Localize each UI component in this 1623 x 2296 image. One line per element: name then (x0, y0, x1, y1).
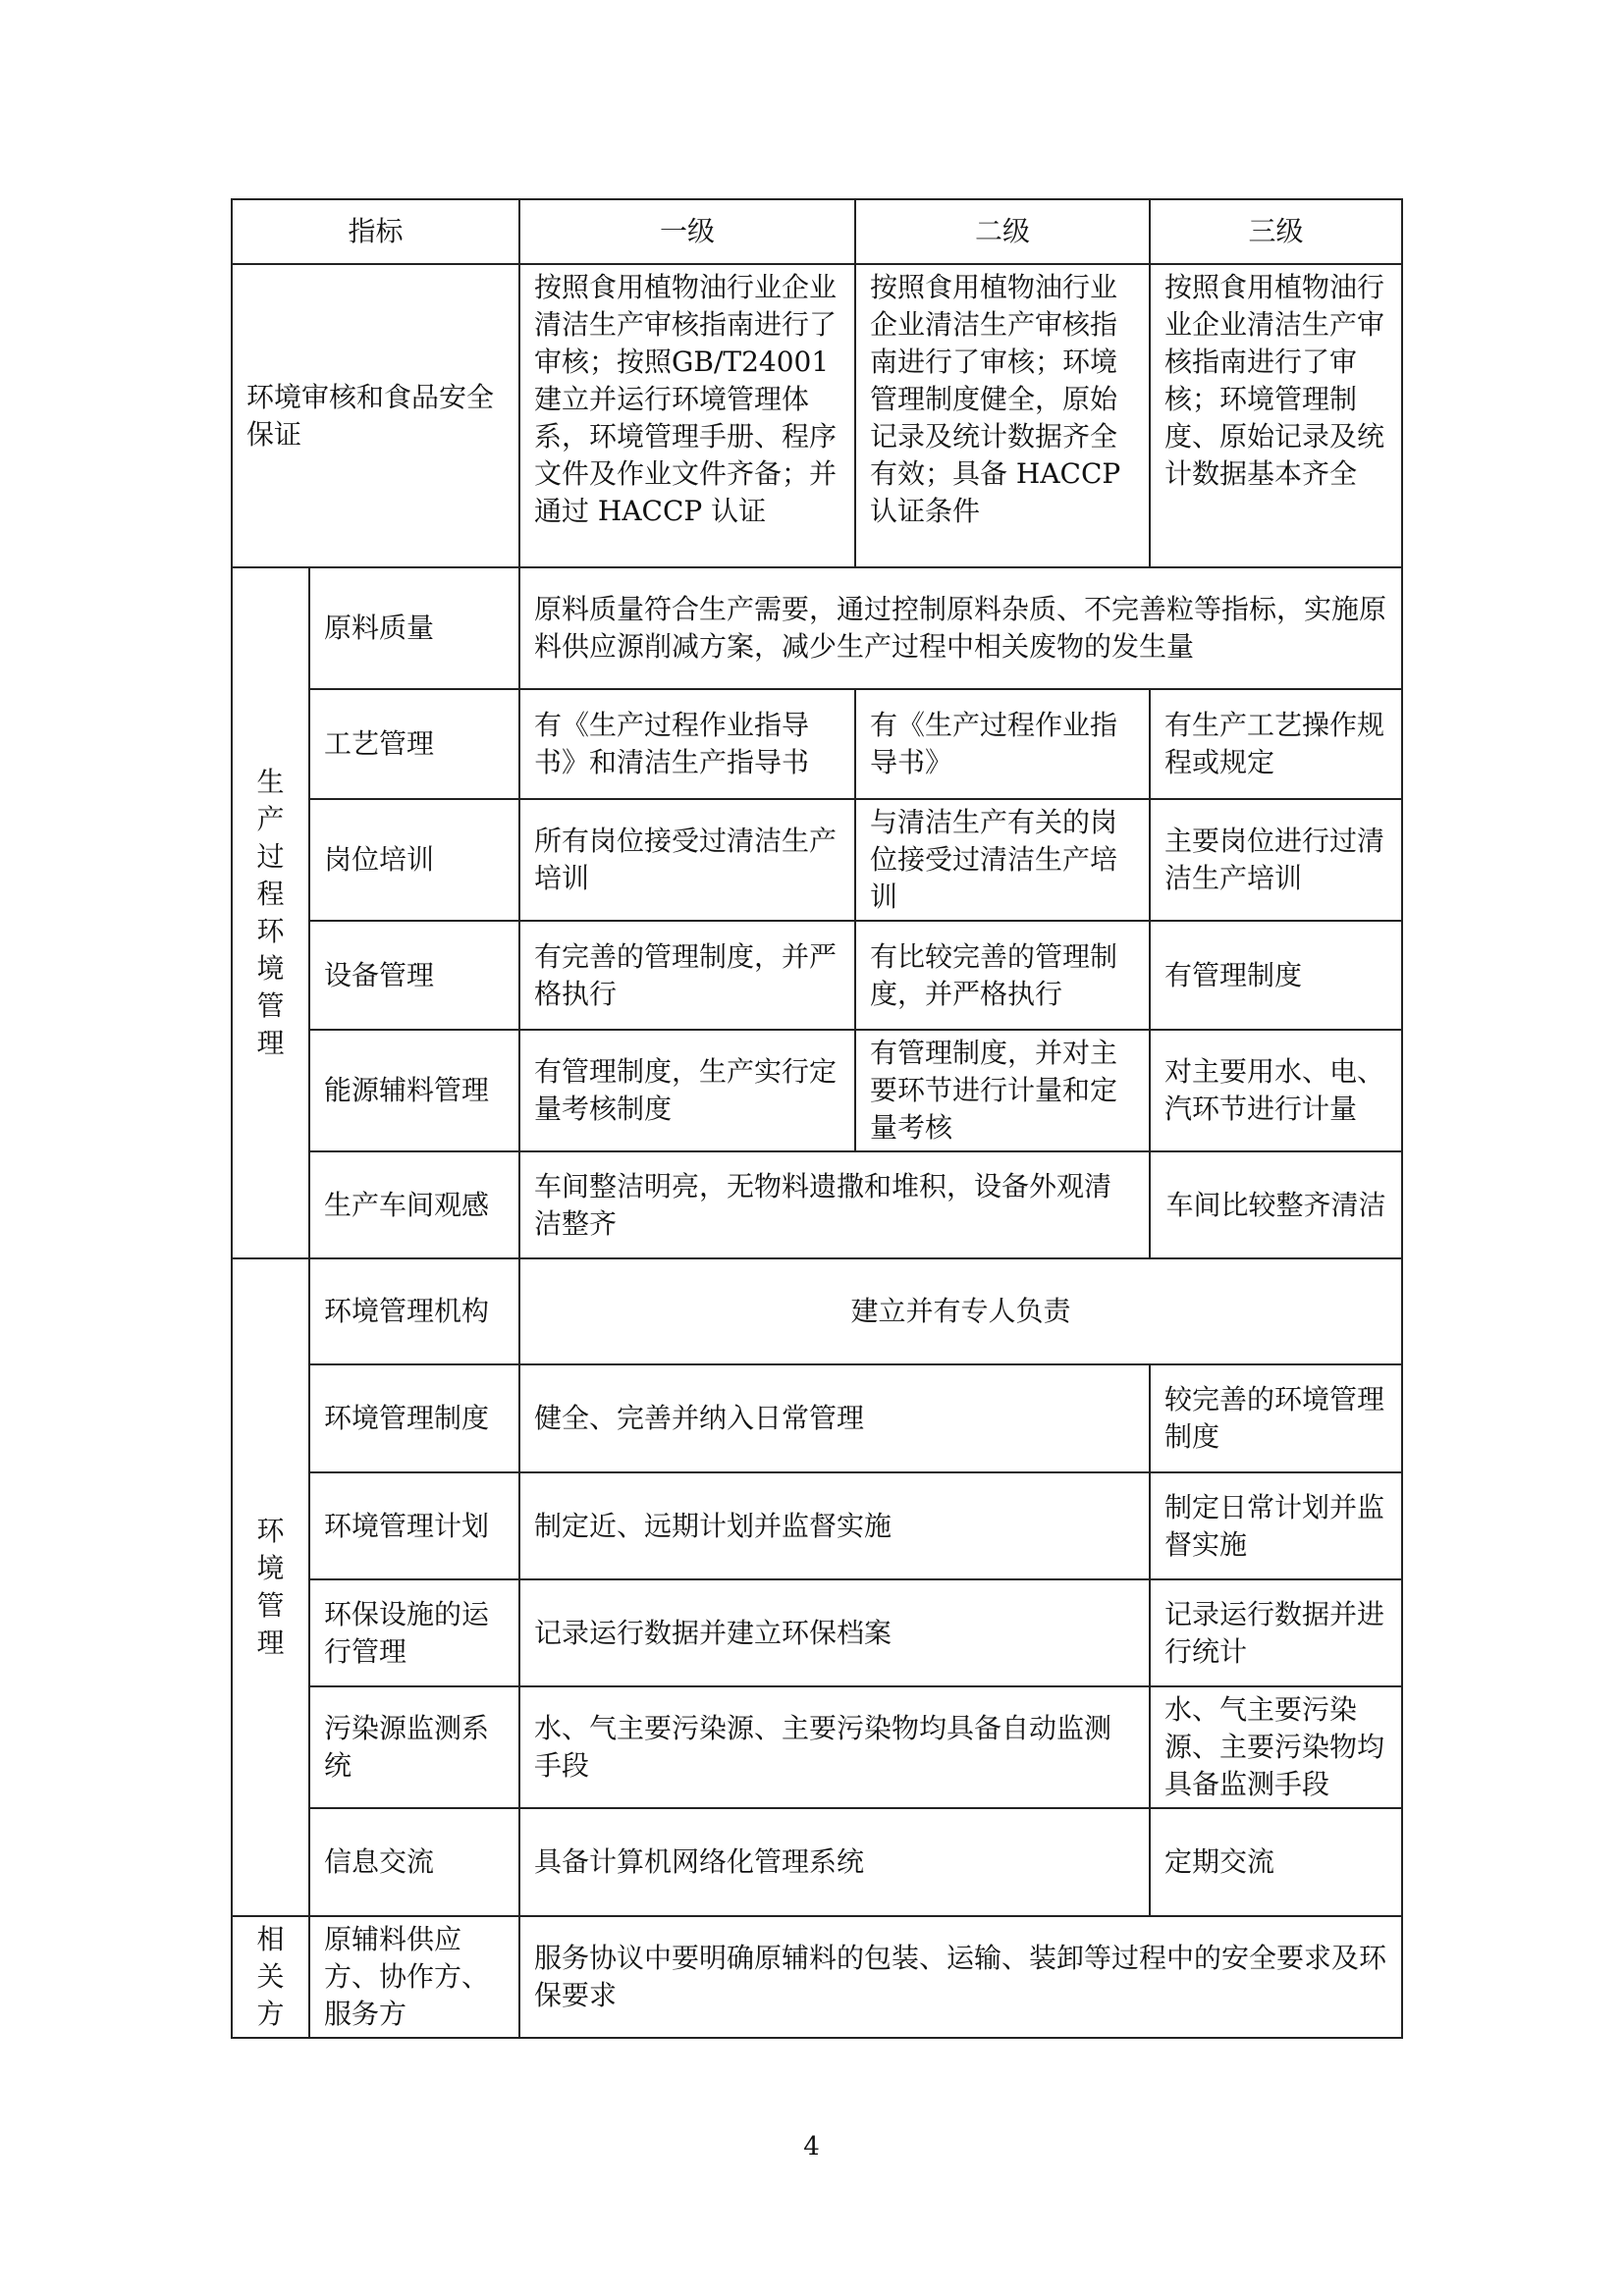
raw-quality-all-levels: 原料质量符合生产需要，通过控制原料杂质、不完善粒等指标，实施原料供应源削减方案，减少生产过程中相关废物的发生量 (519, 567, 1402, 689)
env-org-all-levels: 建立并有专人负责 (519, 1258, 1402, 1364)
audit-level1: 按照食用植物油行业企业清洁生产审核指南进行了审核；按照GB/T24001 建立并运行环境管理体系，环境管理手册、程序文件及作业文件齐备；并通过 HACCP 认证 (519, 264, 855, 567)
env-monitor-label: 污染源监测系统 (309, 1686, 519, 1808)
table-row-related-parties (232, 1916, 1402, 2038)
table-row-env-plan (232, 1472, 1402, 1579)
table-row-equipment (232, 921, 1402, 1030)
energy-level1: 有管理制度，生产实行定量考核制度 (519, 1030, 855, 1151)
env-system-label: 环境管理制度 (309, 1364, 519, 1472)
table-row-energy (232, 1030, 1402, 1151)
cleaner-production-indicator-table (231, 198, 1403, 2039)
env-monitor-level3: 水、气主要污染源、主要污染物均具备监测手段 (1150, 1686, 1402, 1808)
table-row-env-monitor (232, 1686, 1402, 1808)
table-row-process (232, 689, 1402, 799)
training-level2: 与清洁生产有关的岗位接受过清洁生产培训 (855, 799, 1150, 921)
page-number: 4 (803, 2132, 820, 2162)
audit-level2: 按照食用植物油行业企业清洁生产审核指南进行了审核；环境管理制度健全，原始记录及统计数据齐全有效；具备 HACCP 认证条件 (855, 264, 1150, 567)
equipment-label: 设备管理 (309, 921, 519, 1030)
table-row-env-info (232, 1808, 1402, 1916)
table-row-audit (232, 264, 1402, 567)
group-environment-label: 环境管理 (256, 1515, 285, 1659)
header-level2: 二级 (855, 199, 1150, 264)
env-info-level1-2: 具备计算机网络化管理系统 (519, 1808, 1150, 1916)
env-org-label: 环境管理机构 (309, 1258, 519, 1364)
env-facility-level3: 记录运行数据并进行统计 (1150, 1579, 1402, 1686)
table-row-env-org (232, 1258, 1402, 1364)
process-level1: 有《生产过程作业指导书》和清洁生产指导书 (519, 689, 855, 799)
process-level2: 有《生产过程作业指导书》 (855, 689, 1150, 799)
env-facility-label: 环保设施的运行管理 (309, 1579, 519, 1686)
process-level3: 有生产工艺操作规程或规定 (1150, 689, 1402, 799)
table-row-env-facility (232, 1579, 1402, 1686)
process-label: 工艺管理 (309, 689, 519, 799)
table-row-env-system (232, 1364, 1402, 1472)
env-monitor-level1-2: 水、气主要污染源、主要污染物均具备自动监测手段 (519, 1686, 1150, 1808)
related-label: 原辅料供应方、协作方、服务方 (309, 1916, 519, 2038)
energy-level3: 对主要用水、电、汽环节进行计量 (1150, 1030, 1402, 1151)
group-related-label: 相关方 (256, 1923, 285, 2030)
header-level1: 一级 (519, 199, 855, 264)
group-production-process (232, 567, 309, 1258)
energy-label: 能源辅料管理 (309, 1030, 519, 1151)
env-facility-level1-2: 记录运行数据并建立环保档案 (519, 1579, 1150, 1686)
equipment-level1: 有完善的管理制度，并严格执行 (519, 921, 855, 1030)
workshop-level1-2: 车间整洁明亮，无物料遗撒和堆积，设备外观清洁整齐 (519, 1151, 1150, 1258)
env-info-label: 信息交流 (309, 1808, 519, 1916)
training-level1: 所有岗位接受过清洁生产培训 (519, 799, 855, 921)
env-plan-label: 环境管理计划 (309, 1472, 519, 1579)
env-system-level3: 较完善的环境管理制度 (1150, 1364, 1402, 1472)
audit-level3: 按照食用植物油行业企业清洁生产审核指南进行了审核；环境管理制度、原始记录及统计数据基本齐全 (1150, 264, 1402, 567)
training-label: 岗位培训 (309, 799, 519, 921)
env-system-level1-2: 健全、完善并纳入日常管理 (519, 1364, 1150, 1472)
training-level3: 主要岗位进行过清洁生产培训 (1150, 799, 1402, 921)
group-production-label: 生产过程环境管理 (256, 766, 285, 1059)
equipment-level2: 有比较完善的管理制度，并严格执行 (855, 921, 1150, 1030)
env-info-level3: 定期交流 (1150, 1808, 1402, 1916)
env-plan-level1-2: 制定近、远期计划并监督实施 (519, 1472, 1150, 1579)
equipment-level3: 有管理制度 (1150, 921, 1402, 1030)
header-level3: 三级 (1150, 199, 1402, 264)
workshop-level3: 车间比较整齐清洁 (1150, 1151, 1402, 1258)
group-related-parties (232, 1916, 309, 2038)
table-header-row (232, 199, 1402, 264)
table-row-training (232, 799, 1402, 921)
table-row-raw-quality (232, 567, 1402, 689)
table-row-workshop (232, 1151, 1402, 1258)
related-all-levels: 服务协议中要明确原辅料的包装、运输、装卸等过程中的安全要求及环保要求 (519, 1916, 1402, 2038)
group-environment-management (232, 1258, 309, 1916)
energy-level2: 有管理制度，并对主要环节进行计量和定量考核 (855, 1030, 1150, 1151)
raw-quality-label: 原料质量 (309, 567, 519, 689)
workshop-label: 生产车间观感 (309, 1151, 519, 1258)
header-indicator: 指标 (232, 199, 519, 264)
env-plan-level3: 制定日常计划并监督实施 (1150, 1472, 1402, 1579)
audit-label: 环境审核和食品安全保证 (232, 264, 519, 567)
